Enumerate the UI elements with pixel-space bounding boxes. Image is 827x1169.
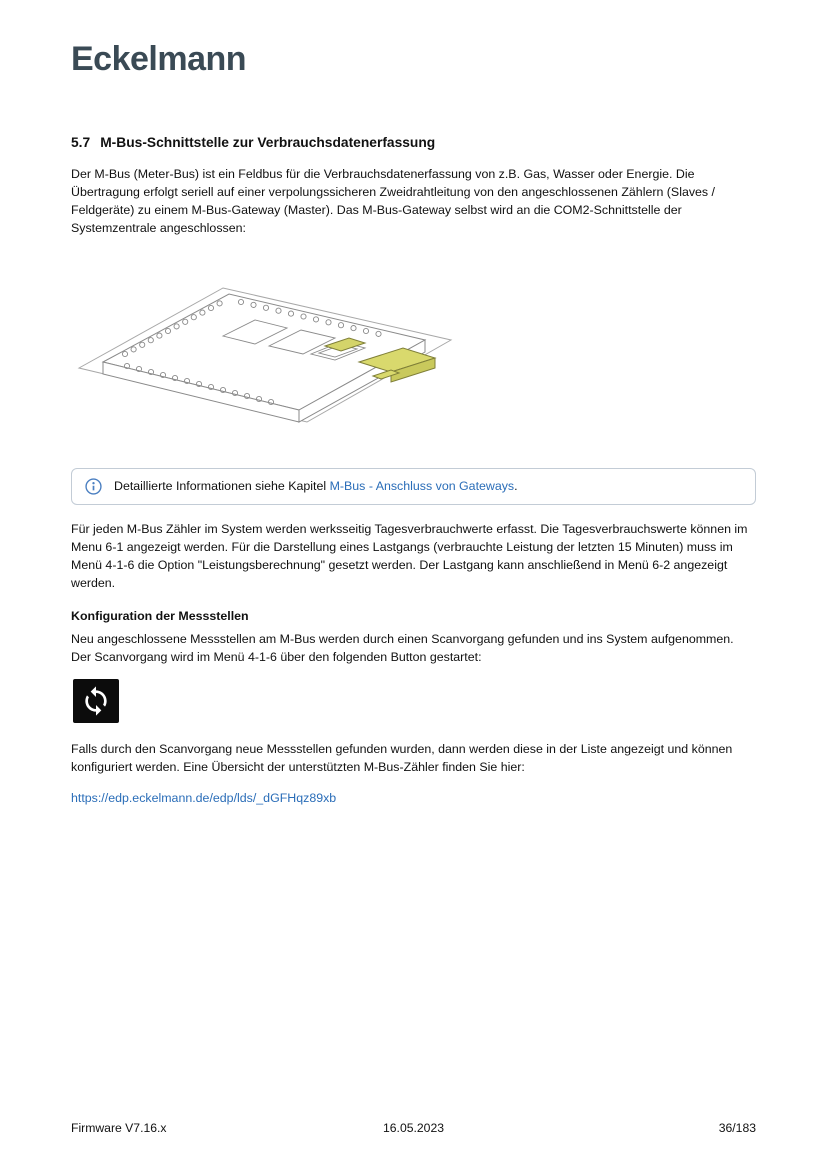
section-number: 5.7 — [71, 135, 91, 150]
paragraph-scan: Neu angeschlossene Messstellen am M-Bus werden durch einen Scanvorgang gefunden und ins System aufgenommen. Der Scanvorgang wird im Menü 4-1-6 über den folgenden Button gestartet: — [71, 631, 734, 664]
paragraph-result: Falls durch den Scanvorgang neue Messstellen gefunden wurden, dann werden diese in der Liste angezeigt und können konfiguriert werden. Eine Übersicht der unterstützten M-Bus-Zähler finden Sie hier: — [71, 741, 733, 774]
page-footer — [71, 1121, 756, 1135]
device-wireframe-drawing — [73, 250, 463, 450]
mbus-supported-meters-link[interactable]: https://edp.eckelmann.de/edp/lds/_dGFHqz89xb — [71, 790, 337, 805]
info-note — [71, 468, 756, 505]
info-icon — [85, 478, 102, 495]
footer-page-number: 36/183 — [718, 1121, 756, 1135]
mbus-gateway-illustration — [73, 250, 756, 450]
paragraph-intro: Der M-Bus (Meter-Bus) ist ein Feldbus für die Verbrauchsdatenerfassung von z.B. Gas, Wasser oder Energie. Die Übertragung erfolgt seriell auf einer verpolungssicheren Zweidrahtleitung von den angeschlossenen Zählern (Slaves / Feldgeräte) zu einem M-Bus-Gateway (Master). Das M-Bus-Gateway selbst wird an die COM2-Schnittstelle der Systemzentrale angeschlossen: — [71, 167, 715, 235]
info-note-text — [114, 479, 518, 493]
sync-arrows-icon — [80, 685, 112, 717]
info-note-prefix: Detaillierte Informationen siehe Kapitel — [114, 479, 330, 494]
info-note-suffix: . — [514, 479, 518, 494]
paragraph-usage: Für jeden M-Bus Zähler im System werden werksseitig Tagesverbrauchwerte erfasst. Die Tagesverbrauchswerte können im Menu 6-1 angezeigt werden. Für die Darstellung eines Lastgangs (verbrauchte Leistung der letzten 15 Minuten) muss im Menü 4-1-6 die Option "Leistungsberechnung" gesetzt werden. Der Lastgang kann anschließend in Menü 6-2 angezeigt werden. — [71, 521, 748, 590]
section-heading — [71, 135, 756, 150]
subsection-heading: Konfiguration der Messstellen — [71, 608, 249, 623]
footer-date: 16.05.2023 — [383, 1121, 444, 1135]
scan-button-image — [73, 679, 119, 723]
eckelmann-logo: Eckelmann — [71, 40, 247, 78]
footer-firmware-version: Firmware V7.16.x — [71, 1121, 167, 1135]
chapter-link[interactable]: M-Bus - Anschluss von Gateways — [329, 479, 515, 494]
section-title: M-Bus-Schnittstelle zur Verbrauchsdatenerfassung — [100, 135, 436, 150]
